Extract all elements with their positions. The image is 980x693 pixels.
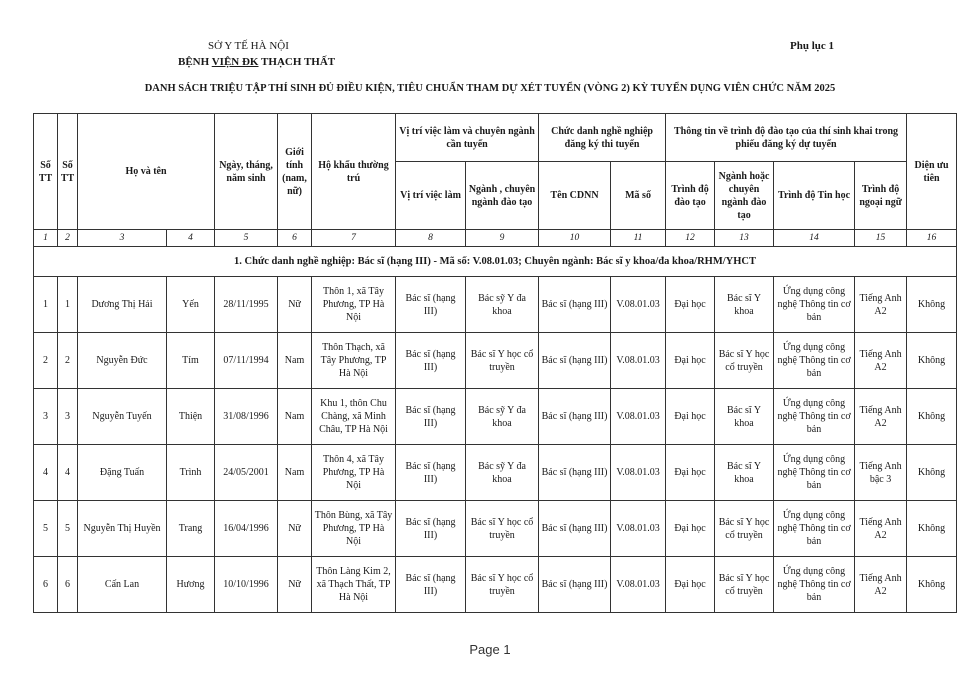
- it-level-cell: Ứng dụng công nghệ Thông tin cơ bản: [774, 277, 855, 333]
- gender-cell: Nam: [278, 445, 312, 501]
- position-cell: Bác sĩ (hạng III): [396, 333, 466, 389]
- it-level-cell: Ứng dụng công nghệ Thông tin cơ bản: [774, 445, 855, 501]
- header-code: Mã số: [611, 162, 666, 230]
- hospital-underlined: VIỆN ĐK: [211, 56, 259, 68]
- it-level-cell: Ứng dụng công nghệ Thông tin cơ bản: [774, 557, 855, 613]
- table-row: [34, 501, 957, 557]
- priority-cell: Không: [907, 501, 957, 557]
- table-row: [34, 277, 957, 333]
- stt-cell: 5: [34, 501, 58, 557]
- major-cell: Bác sĩ Y học cổ truyền: [715, 557, 774, 613]
- column-number: 12: [666, 230, 715, 247]
- it-level-cell: Ứng dụng công nghệ Thông tin cơ bản: [774, 333, 855, 389]
- title-name-cell: Bác sĩ (hạng III): [539, 501, 611, 557]
- code-cell: V.08.01.03: [611, 333, 666, 389]
- header-priority: Diện ưu tiên: [907, 114, 957, 230]
- priority-cell: Không: [907, 389, 957, 445]
- stt-cell: 4: [34, 445, 58, 501]
- hospital-prefix: BỆNH: [178, 56, 212, 68]
- header-major-needed: Ngành , chuyên ngành đào tạo: [466, 162, 539, 230]
- stt-cell: 1: [34, 277, 58, 333]
- surname-cell: Nguyễn Thị Huyền: [78, 501, 167, 557]
- header-stt-1: Số TT: [34, 114, 58, 230]
- gender-cell: Nữ: [278, 501, 312, 557]
- major-cell: Bác sĩ Y khoa: [715, 277, 774, 333]
- major-cell: Bác sĩ Y khoa: [715, 389, 774, 445]
- header-training-group: Thông tin về trình độ đào tạo của thí sinh khai trong phiếu đăng ký dự tuyển: [666, 114, 907, 162]
- column-number: 7: [312, 230, 396, 247]
- edu-level-cell: Đại học: [666, 389, 715, 445]
- given-name-cell: Trang: [167, 501, 215, 557]
- priority-cell: Không: [907, 277, 957, 333]
- given-name-cell: Trình: [167, 445, 215, 501]
- appendix-label: Phụ lục 1: [790, 40, 835, 52]
- major-needed-cell: Bác sỹ Y đa khoa: [466, 277, 539, 333]
- edu-level-cell: Đại học: [666, 557, 715, 613]
- edu-level-cell: Đại học: [666, 445, 715, 501]
- gender-cell: Nữ: [278, 277, 312, 333]
- surname-cell: Cấn Lan: [78, 557, 167, 613]
- column-number: 11: [611, 230, 666, 247]
- gender-cell: Nam: [278, 333, 312, 389]
- column-number: 14: [774, 230, 855, 247]
- residence-cell: Thôn 4, xã Tây Phương, TP Hà Nội: [312, 445, 396, 501]
- stt-cell: 2: [34, 333, 58, 389]
- table-row: [34, 445, 957, 501]
- position-cell: Bác sĩ (hạng III): [396, 501, 466, 557]
- edu-level-cell: Đại học: [666, 277, 715, 333]
- lang-level-cell: Tiếng Anh A2: [855, 501, 907, 557]
- major-cell: Bác sĩ Y học cổ truyền: [715, 501, 774, 557]
- stt-cell: 6: [58, 557, 78, 613]
- header-major: Ngành hoặc chuyên ngành đào tạo: [715, 162, 774, 230]
- lang-level-cell: Tiếng Anh bậc 3: [855, 445, 907, 501]
- residence-cell: Thôn 1, xã Tây Phương, TP Hà Nội: [312, 277, 396, 333]
- section-title: 1. Chức danh nghề nghiệp: Bác sĩ (hạng III) - Mã số: V.08.01.03; Chuyên ngành: Bác sĩ y khoa/đa khoa/RHM/YHCT: [34, 247, 957, 277]
- given-name-cell: Thiện: [167, 389, 215, 445]
- surname-cell: Nguyễn Đức: [78, 333, 167, 389]
- dob-cell: 31/08/1996: [215, 389, 278, 445]
- surname-cell: Nguyễn Tuyến: [78, 389, 167, 445]
- column-number: 6: [278, 230, 312, 247]
- surname-cell: Đặng Tuấn: [78, 445, 167, 501]
- lang-level-cell: Tiếng Anh A2: [855, 333, 907, 389]
- dob-cell: 28/11/1995: [215, 277, 278, 333]
- column-number: 13: [715, 230, 774, 247]
- major-needed-cell: Bác sĩ Y học cổ truyền: [466, 557, 539, 613]
- it-level-cell: Ứng dụng công nghệ Thông tin cơ bản: [774, 389, 855, 445]
- column-number-row: [34, 230, 957, 247]
- org-name: SỞ Y TẾ HÀ NỘI: [208, 40, 289, 52]
- dob-cell: 24/05/2001: [215, 445, 278, 501]
- stt-cell: 6: [34, 557, 58, 613]
- header-it-level: Trình độ Tin học: [774, 162, 855, 230]
- title-name-cell: Bác sĩ (hạng III): [539, 277, 611, 333]
- header-edu-level: Trình độ đào tạo: [666, 162, 715, 230]
- major-cell: Bác sĩ Y học cổ truyền: [715, 333, 774, 389]
- header-title-group: Chức danh nghề nghiệp đăng ký thi tuyển: [539, 114, 666, 162]
- priority-cell: Không: [907, 557, 957, 613]
- major-needed-cell: Bác sĩ Y học cổ truyền: [466, 501, 539, 557]
- lang-level-cell: Tiếng Anh A2: [855, 557, 907, 613]
- section-row: [34, 247, 957, 277]
- given-name-cell: Yến: [167, 277, 215, 333]
- code-cell: V.08.01.03: [611, 277, 666, 333]
- lang-level-cell: Tiếng Anh A2: [855, 389, 907, 445]
- column-number: 16: [907, 230, 957, 247]
- priority-cell: Không: [907, 445, 957, 501]
- position-cell: Bác sĩ (hạng III): [396, 389, 466, 445]
- code-cell: V.08.01.03: [611, 445, 666, 501]
- header-dob: Ngày, tháng, năm sinh: [215, 114, 278, 230]
- header-position-group: Vị trí việc làm và chuyên ngành cần tuyển: [396, 114, 539, 162]
- priority-cell: Không: [907, 333, 957, 389]
- code-cell: V.08.01.03: [611, 389, 666, 445]
- column-number: 2: [58, 230, 78, 247]
- major-needed-cell: Bác sỹ Y đa khoa: [466, 445, 539, 501]
- header-residence: Hộ khẩu thường trú: [312, 114, 396, 230]
- given-name-cell: Hương: [167, 557, 215, 613]
- residence-cell: Thôn Bùng, xã Tây Phương, TP Hà Nội: [312, 501, 396, 557]
- stt-cell: 2: [58, 333, 78, 389]
- stt-cell: 3: [58, 389, 78, 445]
- major-needed-cell: Bác sỹ Y đa khoa: [466, 389, 539, 445]
- position-cell: Bác sĩ (hạng III): [396, 277, 466, 333]
- title-name-cell: Bác sĩ (hạng III): [539, 557, 611, 613]
- page-number: Page 1: [469, 642, 511, 657]
- position-cell: Bác sĩ (hạng III): [396, 557, 466, 613]
- surname-cell: Dương Thị Hải: [78, 277, 167, 333]
- edu-level-cell: Đại học: [666, 501, 715, 557]
- dob-cell: 07/11/1994: [215, 333, 278, 389]
- header-lang-level: Trình độ ngoại ngữ: [855, 162, 907, 230]
- header-position: Vị trí việc làm: [396, 162, 466, 230]
- title-name-cell: Bác sĩ (hạng III): [539, 389, 611, 445]
- given-name-cell: Tím: [167, 333, 215, 389]
- residence-cell: Thôn Thạch, xã Tây Phương, TP Hà Nội: [312, 333, 396, 389]
- column-number: 5: [215, 230, 278, 247]
- column-number: 9: [466, 230, 539, 247]
- residence-cell: Thôn Làng Kim 2, xã Thạch Thất, TP Hà Nội: [312, 557, 396, 613]
- stt-cell: 5: [58, 501, 78, 557]
- major-needed-cell: Bác sĩ Y học cổ truyền: [466, 333, 539, 389]
- code-cell: V.08.01.03: [611, 557, 666, 613]
- header-stt-2: Số TT: [58, 114, 78, 230]
- table-row: [34, 333, 957, 389]
- header-gender: Giới tính (nam, nữ): [278, 114, 312, 230]
- lang-level-cell: Tiếng Anh A2: [855, 277, 907, 333]
- title-name-cell: Bác sĩ (hạng III): [539, 333, 611, 389]
- column-number: 1: [34, 230, 58, 247]
- candidate-table: [33, 113, 957, 613]
- hospital-name: [178, 56, 335, 68]
- gender-cell: Nam: [278, 389, 312, 445]
- header-title-name: Tên CDNN: [539, 162, 611, 230]
- column-number: 3: [78, 230, 167, 247]
- header-name: Họ và tên: [78, 114, 215, 230]
- stt-cell: 4: [58, 445, 78, 501]
- column-number: 15: [855, 230, 907, 247]
- edu-level-cell: Đại học: [666, 333, 715, 389]
- stt-cell: 3: [34, 389, 58, 445]
- column-number: 10: [539, 230, 611, 247]
- residence-cell: Khu 1, thôn Chu Chàng, xã Minh Châu, TP Hà Nội: [312, 389, 396, 445]
- gender-cell: Nữ: [278, 557, 312, 613]
- dob-cell: 16/04/1996: [215, 501, 278, 557]
- document-title: DANH SÁCH TRIỆU TẬP THÍ SINH ĐỦ ĐIỀU KIỆN, TIÊU CHUẨN THAM DỰ XÉT TUYỂN (VÒNG 2) KỲ TUYỂN DỤNG VIÊN CHỨC NĂM 2025: [144, 83, 836, 94]
- column-number: 4: [167, 230, 215, 247]
- major-cell: Bác sĩ Y khoa: [715, 445, 774, 501]
- it-level-cell: Ứng dụng công nghệ Thông tin cơ bản: [774, 501, 855, 557]
- dob-cell: 10/10/1996: [215, 557, 278, 613]
- stt-cell: 1: [58, 277, 78, 333]
- code-cell: V.08.01.03: [611, 501, 666, 557]
- table-row: [34, 557, 957, 613]
- table-row: [34, 389, 957, 445]
- position-cell: Bác sĩ (hạng III): [396, 445, 466, 501]
- column-number: 8: [396, 230, 466, 247]
- hospital-suffix: THẠCH THẤT: [258, 56, 336, 68]
- title-name-cell: Bác sĩ (hạng III): [539, 445, 611, 501]
